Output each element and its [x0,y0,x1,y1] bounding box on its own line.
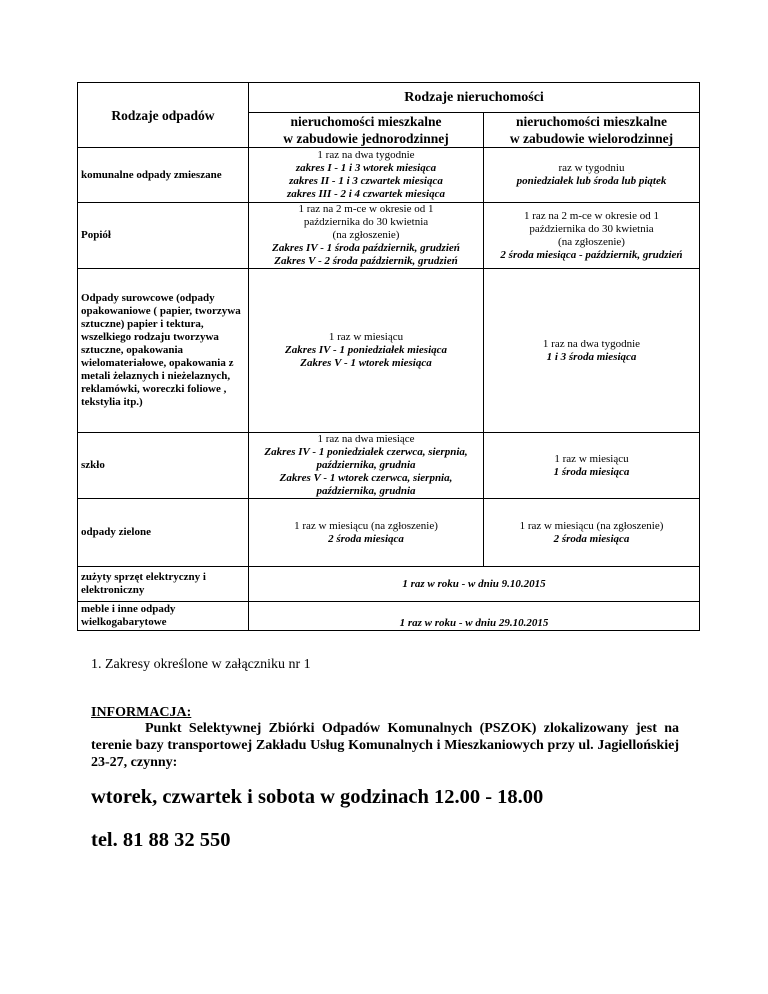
cell-line: 1 i 3 środa miesiąca [546,350,637,363]
row-label: meble i inne odpady wielkogabarytowe [78,602,249,631]
schedule-cell [249,499,484,567]
cell-line: października do 30 kwietnia [303,216,429,228]
cell-line: 2 środa miesiąca [328,532,404,545]
header-single-family-line2: w zabudowie jednorodzinnej [283,131,449,146]
row-label: odpady zielone [78,499,249,567]
schedule-cell [484,269,700,433]
schedule-cell [484,499,700,567]
cell-line: zakres III - 2 i 4 czwartek miesiąca [287,188,445,200]
waste-schedule-table [77,82,700,631]
table-row [78,203,700,269]
cell-line: Zakres IV - 1 środa październik, grudzień [272,242,460,254]
cell-line: zakres I - 1 i 3 wtorek miesiąca [295,162,437,174]
info-title: INFORMACJA: [91,705,192,720]
opening-hours: wtorek, czwartek i sobota w godzinach 12.00 - 18.00 [91,786,544,808]
schedule-cell [484,433,700,499]
schedule-cell [249,148,484,203]
row-label: Odpady surowcowe (odpady opakowaniowe ( papier, tworzywa sztuczne) papier i tektura, wszelkiego rodzaju tworzywa sztuczne, opakowania wielomateriałowe, opakowania z metali żelaznych i nieżelaznych, reklamówki, woreczki foliowe , tekstylia itp.) [78,269,249,433]
cell-line: poniedziałek lub środa lub piątek [516,175,667,187]
row-label: szkło [78,433,249,499]
header-waste-types: Rodzaje odpadów [78,83,249,148]
row-label: Popiół [78,203,249,269]
header-single-family-line1: nieruchomości mieszkalne [290,114,442,129]
cell-line: 2 środa miesiąca - październik, grudzień [500,248,683,261]
footnote: 1. Zakresy określone w załączniku nr 1 [91,657,311,672]
header-single-family [249,113,484,148]
cell-line: 1 raz w miesiącu [328,331,404,343]
cell-line: 1 raz w miesiącu (na zgłoszenie) [294,519,438,532]
phone-number: tel. 81 88 32 550 [91,829,231,851]
cell-line: Zakres IV - 1 poniedziałek miesiąca [284,344,448,356]
cell-line: 1 raz na dwa tygodnie [317,149,415,161]
schedule-cell [484,148,700,203]
cell-line: 1 środa miesiąca [553,465,630,478]
info-body: Punkt Selektywnej Zbiórki Odpadów Komunalnych (PSZOK) zlokalizowany jest na terenie bazy transportowej Zakładu Usług Komunalnych i Mieszkaniowych przy ul. Jagiellońskiej 23-27, czynny: [91,721,679,770]
row-label: komunalne odpady zmieszane [78,148,249,203]
table-row [78,269,700,433]
cell-line: 1 raz w miesiącu (na zgłoszenie) [519,519,664,532]
header-multi-family-line2: w zabudowie wielorodzinnej [509,131,674,146]
schedule-cell [249,433,484,499]
schedule-cell-merged [249,567,700,602]
cell-line: Zakres V - 2 środa październik, grudzień [274,255,458,267]
cell-line: 1 raz w roku - w dniu 29.10.2015 [399,617,549,629]
header-multi-family [484,113,700,148]
cell-line: 1 raz na dwa tygodnie [542,337,641,350]
cell-line: 1 raz w roku - w dniu 9.10.2015 [402,577,546,590]
cell-line: października do 30 kwietnia [529,222,654,235]
cell-line: (na zgłoszenie) [332,229,400,241]
cell-line: Zakres V - 1 wtorek miesiąca [300,357,432,369]
cell-line: zakres II - 1 i 3 czwartek miesiąca [289,175,443,187]
table-row [78,148,700,203]
schedule-cell [484,203,700,269]
row-label: zużyty sprzęt elektryczny i elektroniczny [78,567,249,602]
cell-line: Zakres V - 1 wtorek czerwca, sierpnia, października, grudnia [279,472,453,497]
cell-line: 1 raz na dwa miesiące [317,433,415,445]
table-row [78,602,700,631]
cell-line: (na zgłoszenie) [558,235,625,248]
header-property-types: Rodzaje nieruchomości [249,83,700,113]
cell-line: Zakres IV - 1 poniedziałek czerwca, sierpnia, października, grudnia [264,446,468,471]
table-row [78,567,700,602]
cell-line: 2 środa miesiąca [553,532,630,545]
schedule-cell [249,203,484,269]
cell-line: 1 raz w miesiącu [554,452,629,465]
cell-line: raz w tygodniu [558,162,625,174]
cell-line: 1 raz na 2 m-ce w okresie od 1 [523,209,659,222]
header-multi-family-line1: nieruchomości mieszkalne [515,114,668,129]
cell-line: 1 raz na 2 m-ce w okresie od 1 [298,203,434,215]
schedule-cell-merged [249,602,700,631]
schedule-cell [249,269,484,433]
table-row [78,499,700,567]
table-row [78,433,700,499]
